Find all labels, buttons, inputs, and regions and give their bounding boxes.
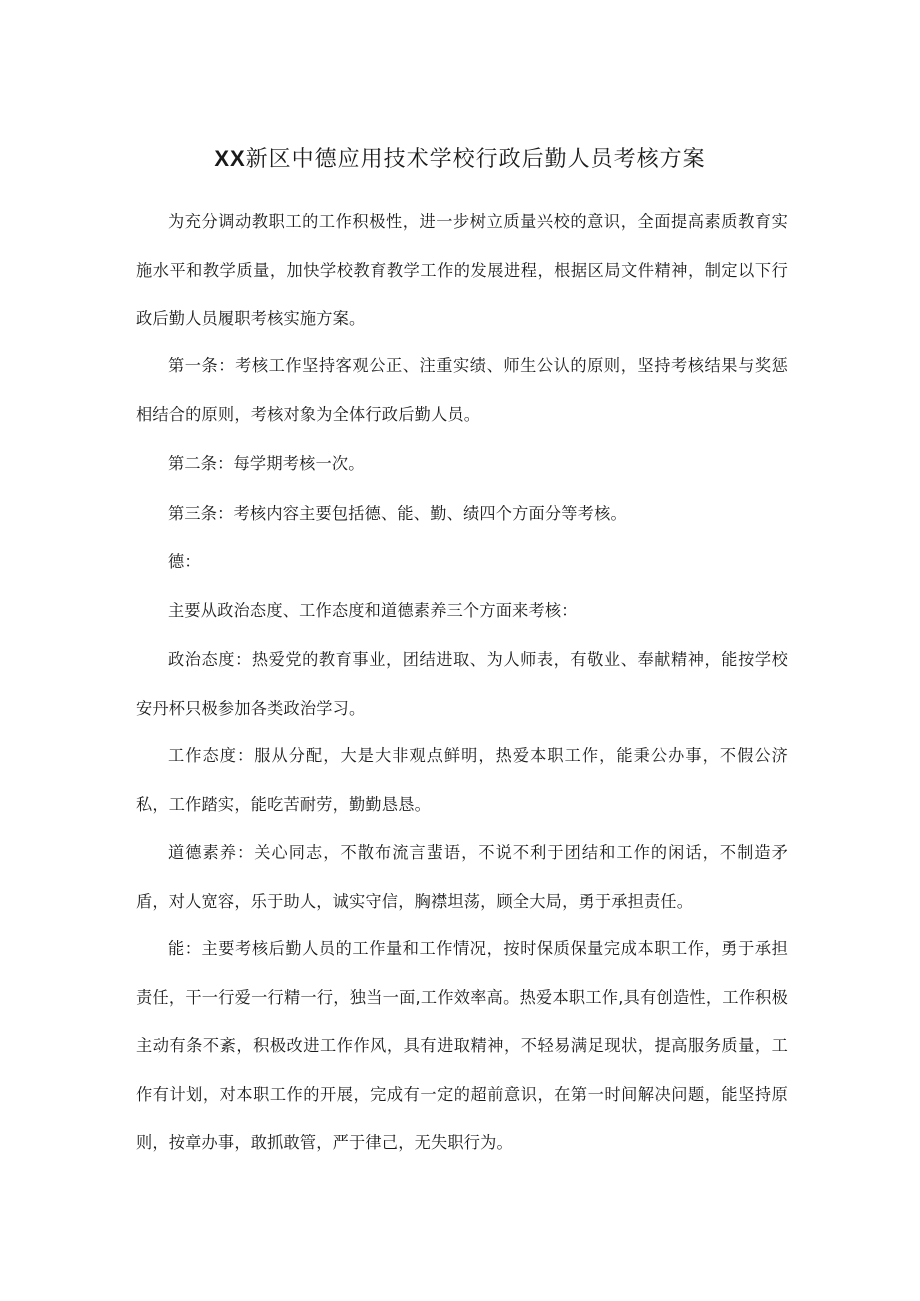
paragraph-article-2: 第二条：每学期考核一次。 [168, 454, 365, 473]
paragraph-ability: 能：主要考核后勤人员的工作量和工作情况，按时保质保量完成本职工作，勇于承担责任，干一行爱一行精一行，独当一面,工作效率高。热爱本职工作,具有创造性，工作积极主动有条不紊，积极改进工作作风，具有进取精神，不轻易满足现状，提高服务质量，工作有计划，对本职工作的开展，完成有一定的超前意识，在第一时间解决问题，能坚持原则，按章办事，敢抓敢管，严于律己，无失职行为。 [136, 939, 788, 1152]
title-prefix: XX [214, 146, 246, 171]
paragraph-article-3: 第三条：考核内容主要包括德、能、勤、绩四个方面分等考核。 [168, 504, 627, 523]
title-text: 新区中德应用技术学校行政后勤人员考核方案 [245, 147, 706, 172]
paragraph-moral-quality: 道德素养：关心同志，不散布流言蜚语，不说不利于团结和工作的闲话，不制造矛盾，对人宽容，乐于助人，诚实守信，胸襟坦荡，顾全大局，勇于承担责任。 [136, 843, 788, 911]
paragraph-work-attitude: 工作态度：服从分配，大是大非观点鲜明，热爱本职工作，能秉公办事，不假公济私，工作踏实，能吃苦耐劳，勤勤恳恳。 [136, 746, 788, 814]
document-title [120, 142, 800, 177]
paragraph-virtue-intro: 主要从政治态度、工作态度和道德素养三个方面来考核： [168, 601, 578, 620]
paragraph-virtue-heading: 德： [168, 552, 201, 571]
paragraph-intro: 为充分调动教职工的工作积极性，进一步树立质量兴校的意识，全面提高素质教育实施水平和教学质量，加快学校教育教学工作的发展进程，根据区局文件精神，制定以下行政后勤人员履职考核实施方案。 [136, 212, 788, 328]
paragraph-political-attitude: 政治态度：热爱党的教育事业，团结进取、为人师表，有敬业、奉献精神，能按学校安丹杯只极参加各类政治学习。 [136, 650, 788, 718]
paragraph-article-1: 第一条：考核工作坚持客观公正、注重实绩、师生公认的原则，坚持考核结果与奖惩相结合的原则，考核对象为全体行政后勤人员。 [136, 356, 788, 424]
